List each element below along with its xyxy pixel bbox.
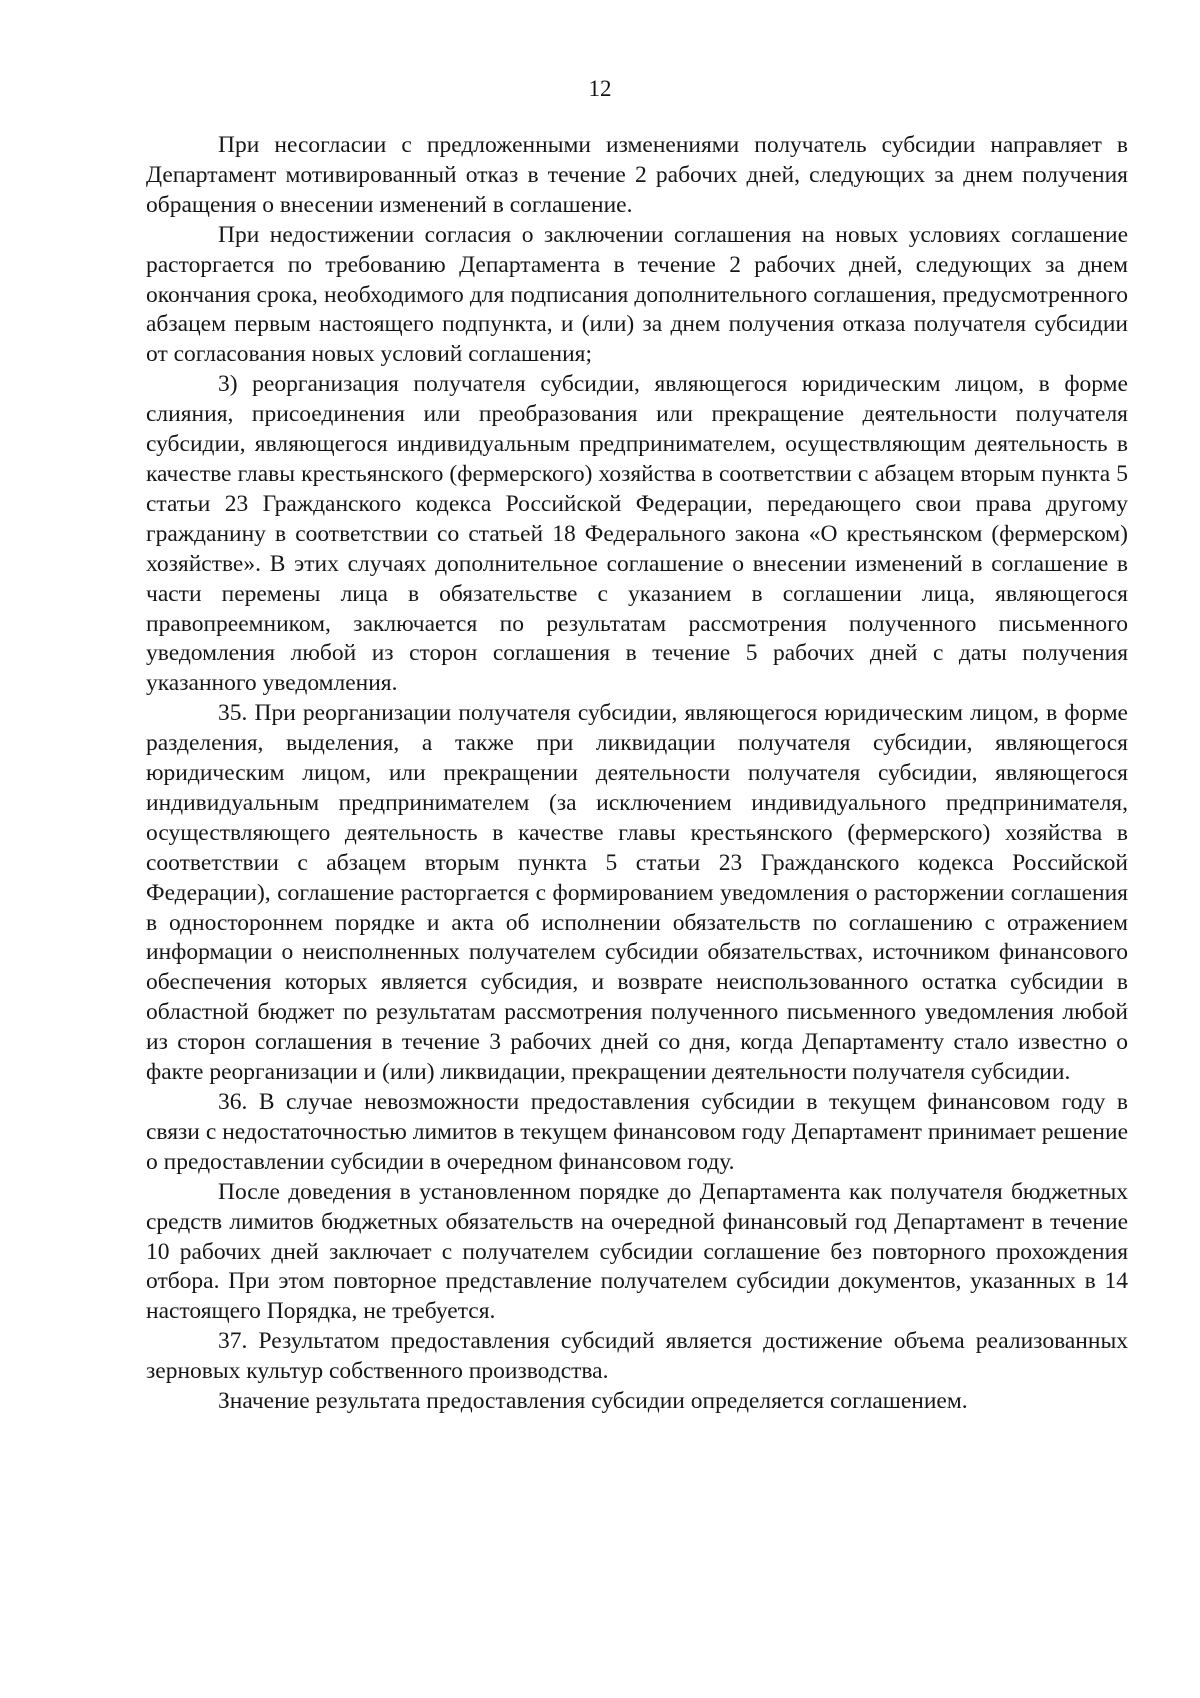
paragraph-next-year-agreement: После доведения в установленном порядке до Департамента как получателя бюджетных средств лимитов бюджетных обязательств на очередной финансовый год Департамент в течение 10 рабочих дней заключает с получателем субсидии соглашение без повторного прохождения отбора. При этом повторное представление получателем субсидии документов, указанных в 14 настоящего Порядка, не требуется. bbox=[146, 1178, 1128, 1325]
document-body bbox=[146, 131, 1128, 1417]
paragraph-result-value: Значение результата предоставления субсидии определяется соглашением. bbox=[218, 1388, 968, 1415]
paragraph-agreement-termination: При недостижении согласия о заключении соглашения на новых условиях соглашение расторгается по требованию Департамента в течение 2 рабочих дней, следующих за днем окончания срока, необходимого для подписания дополнительного соглашения, предусмотренного абзацем первым настоящего подпункта, и (или) за днем получения отказа получателя субсидии от согласования новых условий соглашения; bbox=[146, 221, 1128, 368]
paragraph-item-37: 37. Результатом предоставления субсидий является достижение объема реализованных зерновых культур собственного производства. bbox=[146, 1328, 1128, 1385]
paragraph-item-35: 35. При реорганизации получателя субсидии, являющегося юридическим лицом, в форме разделения, выделения, а также при ликвидации получателя субсидии, являющегося юридическим лицом, или прекращении деятельности получателя субсидии, являющегося индивидуальным предпринимателем (за исключением индивидуального предпринимателя, осуществляющего деятельность в качестве главы крестьянского (фермерского) хозяйства в соответствии с абзацем вторым пункта 5 статьи 23 Гражданского кодекса Российской Федерации), соглашение расторгается с формированием уведомления о расторжении соглашения в одностороннем порядке и акта об исполнении обязательств по соглашению с отражением информации о неисполненных получателем субсидии обязательствах, источником финансового обеспечения которых является субсидия, и возврате неиспользованного остатка субсидии в областной бюджет по результатам рассмотрения полученного письменного уведомления любой из сторон соглашения в течение 3 рабочих дней со дня, когда Департаменту стало известно о факте реорганизации и (или) ликвидации, прекращении деятельности получателя субсидии. bbox=[146, 700, 1128, 1086]
paragraph-item-36: 36. В случае невозможности предоставления субсидии в текущем финансовом году в связи с недостаточностью лимитов в текущем финансовом году Департамент принимает решение о предоставлении субсидии в очередном финансовом году. bbox=[146, 1089, 1128, 1175]
paragraph-disagreement-refusal: При несогласии с предложенными изменениями получатель субсидии направляет в Департамент мотивированный отказ в течение 2 рабочих дней, следующих за днем получения обращения о внесении изменений в соглашение. bbox=[146, 132, 1128, 218]
paragraph-reorganization-merger: 3) реорганизация получателя субсидии, являющегося юридическим лицом, в форме слияния, присоединения или преобразования или прекращение деятельности получателя субсидии, являющегося индивидуальным предпринимателем, осуществляющим деятельность в качестве главы крестьянского (фермерского) хозяйства в соответствии с абзацем вторым пункта 5 статьи 23 Гражданского кодекса Российской Федерации, передающего свои права другому гражданину в соответствии со статьей 18 Федерального закона «О крестьянском (фермерском) хозяйстве». В этих случаях дополнительное соглашение о внесении изменений в соглашение в части перемены лица в обязательстве с указанием в соглашении лица, являющегося правопреемником, заключается по результатам рассмотрения полученного письменного уведомления любой из сторон соглашения в течение 5 рабочих дней с даты получения указанного уведомления. bbox=[146, 371, 1128, 697]
page-number: 12 bbox=[588, 76, 612, 101]
